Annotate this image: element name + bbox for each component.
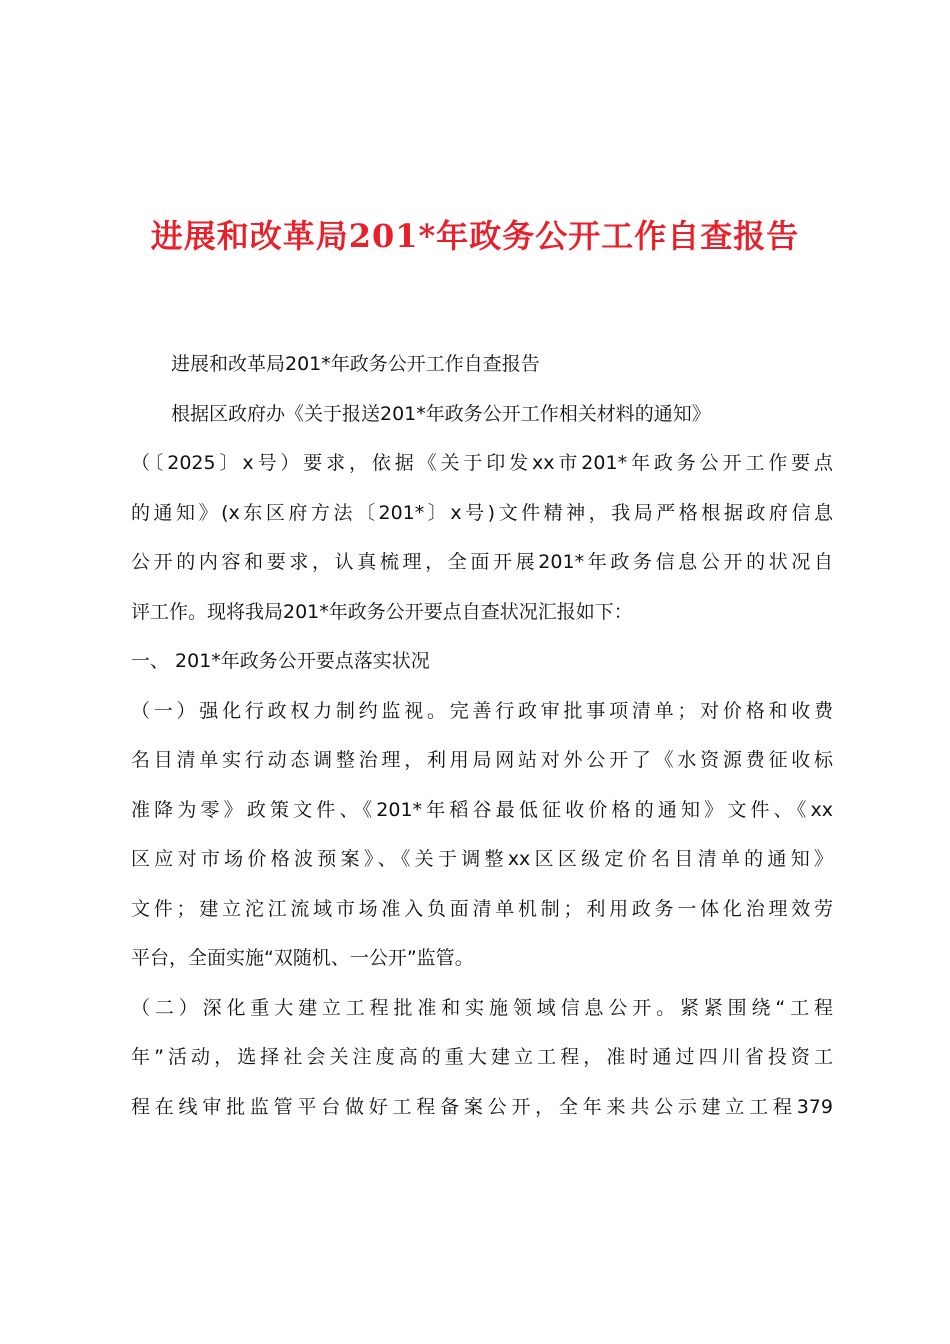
- paragraph-line: 根据区政府办《关于报送201*年政务公开工作相关材料的通知》: [171, 402, 711, 425]
- paragraph-line: 名目清单实行动态调整治理，利用局网站对外公开了《水资源费征收标: [131, 749, 833, 771]
- paragraph-line: 区应对市场价格波预案》、《关于调整xx区区级定价名目清单的通知》: [131, 848, 833, 870]
- paragraph-line: 文件；建立沱江流域市场准入负面清单机制；利用政务一体化治理效劳: [131, 897, 833, 920]
- paragraph-line: 的通知》(x东区府方法〔201*〕x号)文件精神，我局严格根据政府信息: [131, 501, 833, 524]
- paragraph-line: 公开的内容和要求，认真梳理，全面开展201*年政务信息公开的状况自: [131, 551, 833, 573]
- paragraph-line: 准降为零》政策文件、《201*年稻谷最低征收价格的通知》文件、《xx: [131, 798, 833, 821]
- subtitle-line: 进展和改革局201*年政务公开工作自查报告: [171, 353, 540, 375]
- paragraph-line: 平台，全面实施“双随机、一公开”监管。: [131, 947, 474, 969]
- paragraph-line: 评工作。现将我局201*年政务公开要点自查状况汇报如下：: [131, 600, 633, 623]
- document-body: [131, 340, 833, 1132]
- paragraph-line: （二）深化重大建立工程批准和实施领域信息公开。紧紧围绕“工程: [131, 996, 833, 1019]
- paragraph-line: （〔2025〕x号）要求，依据《关于印发xx市201*年政务公开工作要点: [131, 452, 833, 474]
- paragraph-line: 程在线审批监管平台做好工程备案公开，全年来共公示建立工程379: [131, 1095, 833, 1118]
- section-heading: 一、 201*年政务公开要点落实状况: [131, 650, 430, 672]
- document-title: 进展和改革局201*年政务公开工作自查报告: [150, 217, 800, 255]
- paragraph-line: 年”活动，选择社会关注度高的重大建立工程，准时通过四川省投资工: [131, 1046, 833, 1068]
- paragraph-line: （一）强化行政权力制约监视。完善行政审批事项清单；对价格和收费: [131, 699, 833, 722]
